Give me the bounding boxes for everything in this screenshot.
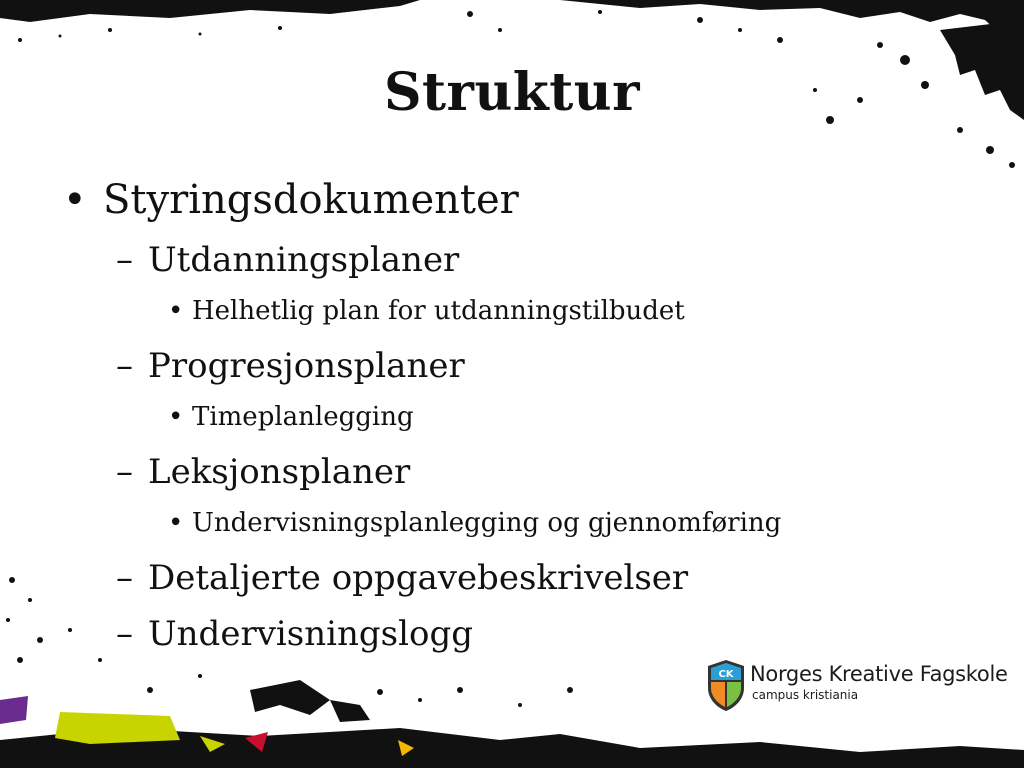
bullet-item-level2 <box>116 240 460 280</box>
bullet-text: Undervisningslogg <box>148 614 473 654</box>
school-logo <box>706 658 1008 712</box>
shield-logo-icon <box>706 658 746 712</box>
bullet-item-level2 <box>116 346 465 386</box>
logo-name: Norges Kreative Fagskole <box>750 662 1008 686</box>
slide-title: Struktur <box>383 62 641 123</box>
logo-subtitle: campus kristiania <box>752 688 859 702</box>
bullet-text: Leksjonsplaner <box>148 452 411 492</box>
bullet-item-level2 <box>116 452 411 492</box>
dash-marker: – <box>116 558 133 598</box>
dash-marker: – <box>116 346 133 386</box>
bullet-text: Helhetlig plan for utdanningstilbudet <box>192 296 685 326</box>
bullet-item-level3 <box>168 402 414 432</box>
bullet-marker: • <box>168 508 184 538</box>
bullet-text: Progresjonsplaner <box>148 346 465 386</box>
bullet-text: Utdanningsplaner <box>148 240 460 280</box>
dash-marker: – <box>116 614 133 654</box>
bullet-item-level1 <box>63 177 519 223</box>
bullet-marker: • <box>168 296 184 326</box>
bullet-text: Styringsdokumenter <box>103 177 519 223</box>
bullet-text: Undervisningsplanlegging og gjennomføring <box>192 508 782 538</box>
bullet-marker: • <box>63 177 87 223</box>
shield-letters: CK <box>718 669 734 680</box>
dash-marker: – <box>116 240 133 280</box>
dash-marker: – <box>116 452 133 492</box>
bullet-item-level3 <box>168 508 782 538</box>
bullet-item-level2 <box>116 558 689 598</box>
bullet-text: Timeplanlegging <box>192 402 414 432</box>
bullet-text: Detaljerte oppgavebeskrivelser <box>148 558 689 598</box>
bullet-item-level3 <box>168 296 685 326</box>
bullet-marker: • <box>168 402 184 432</box>
bullet-item-level2 <box>116 614 473 654</box>
